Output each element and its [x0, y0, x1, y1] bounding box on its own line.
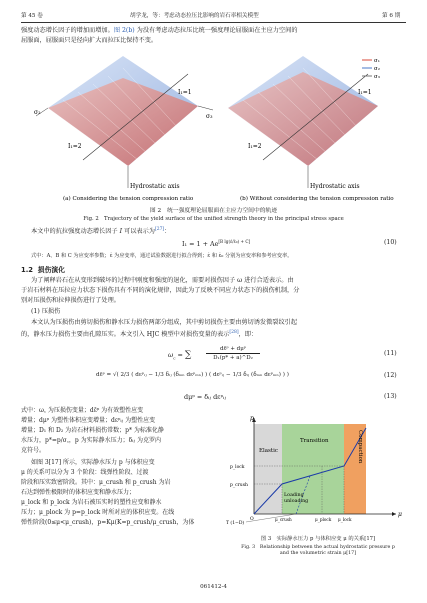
figure-2-caption-cn: 图 2 统一强度理论屈服面在主应力空间中的轨迹 [149, 208, 278, 214]
subheading-compression: (1) 压损伤 [31, 308, 61, 315]
figure-2-caption-en: Fig. 2 Trajectory of the yield surface of the unified strength theory in the principal stress space [83, 216, 344, 222]
svg-text:σ₁: σ₁ [374, 58, 380, 64]
y-axis-label: p [250, 415, 254, 422]
label-i1-1-b: I₁=1 [358, 89, 372, 96]
header-title: 胡学龙，等：考虑动态拉压比影响的岩石率相关模型 [130, 13, 259, 19]
label-i1-2-a: I₁=2 [68, 143, 82, 150]
para4-line-2: 的，静水压力损伤主要由孔隙压实。本文引入 HJC 模型中对损伤变量的表示[28]，即： [21, 330, 258, 339]
equation-10: I₁ = 1 + Ae[B lg(ε̇/ε̇₀) + C] [182, 239, 251, 249]
figure-2b-panel [228, 56, 380, 190]
header-volume: 第 45 卷 [21, 13, 43, 19]
axis-label-a: Hydrostatic axis [130, 183, 180, 190]
xtick-lock: μ_lock [338, 517, 352, 522]
tick-origin: O [250, 517, 254, 522]
label-sigma3-a: σ₃ [206, 113, 213, 120]
equation-13: dμᵖ = δᵢⱼ dεᵖᵢⱼ [184, 393, 227, 401]
equation-12-number: (12) [384, 372, 397, 379]
tick-pcrush: p_crush [230, 483, 248, 488]
xtick-plock: μ_plock [315, 517, 332, 522]
equation-11-number: (11) [384, 350, 397, 357]
figure-2a-panel [34, 56, 213, 190]
loading-label: Loading [284, 493, 304, 498]
tick-plock: p_lock [230, 465, 245, 470]
section-heading: 1.2 损伤演化 [21, 266, 65, 274]
figure-3-caption-en-1: Fig. 3 Relationship between the actual hydrostatic pressure p [241, 545, 395, 550]
para3-line-1: 为了阐释岩石在从变形到破坏的过程中刚度和强度的退化，需要对损伤因子 ω 进行合适表示。由 [31, 277, 294, 284]
yield-surface-red-b [228, 72, 378, 166]
subcaption-b: (b) Without considering the tension compression ratio [240, 196, 394, 202]
transition-label: Transition [300, 438, 329, 444]
label-i1-2-b: I₁=2 [248, 143, 262, 150]
figure-link[interactable]: 图 2(b) [113, 27, 135, 34]
tick-T: T (1−D) [226, 521, 245, 526]
figure-2 [28, 48, 400, 203]
para5: 式中：ω꜀ 为压损伤变量；dε̄ᵖ 为有效塑性应变 增量；dμᵖ 为塑性体积应变增量；dεᵖᵢⱼ 为塑性应变 增量；D₁ 和 D₂ 为岩石材料损伤常数；p* 为标准化静 水压力，p*=p/σ꜀，p 为实际静水压力；δᵢⱼ 为克罗内 克符号。 [21, 407, 164, 454]
unloading-label: unloading [284, 499, 309, 504]
para4-line-1: 本文认为压损伤由剪切损伤和静水压力损伤两部分组成，其中剪切损伤主要由剪切诱发微裂纹引起 [31, 319, 298, 326]
equation-10-number: (10) [384, 239, 397, 246]
intro-line-1: 强度动态增长因子的增加而增加。图 2(b) 为没有考虑动态拉压比统一强度理论屈服面在主应力空间的 [21, 27, 298, 34]
para6: 如图 3[17] 所示，实际静水压力 p 与体积应变 μ 的关系可以分为 3 个阶段：线弹性阶段、过渡 阶段和压实致密阶段。其中：μ_crush 和 p_crush 为岩 石达到弹性极限时的体积应变和静水压力； μ_lock 和 p_lock 为岩石被压实时的塑性应变和静水 压力；μ_plock 为 p=p_lock 时所对应的体积应变。在线 弹性阶段(0≤μ<μ_crush)，p=Kμ(K=p_crush/μ_crush，为体 [21, 459, 195, 526]
xtick-crush: μ_crush [275, 517, 292, 522]
axis-label-b: Hydrostatic axis [310, 183, 360, 190]
figure-3-caption-en-2: and the volumetric strain μ[17] [279, 551, 357, 556]
intro-line-2: 屈服面，屈服面只是径向扩大而拉压比保持不变。 [21, 37, 158, 44]
svg-text:σ₂: σ₂ [374, 66, 380, 72]
equation-13-number: (13) [384, 393, 397, 400]
para3-line-3: 别对压损伤和拉伸损伤进行了处理。 [21, 297, 120, 304]
para1-line: 本文中的抗拉强度动态增长因子 I 可以表示为[27]： [31, 227, 171, 236]
elastic-label: Elastic [259, 448, 278, 454]
svg-text:σ₃: σ₃ [374, 74, 380, 80]
figure-3-caption-cn: 图 3 实际静水压力 p 与体积应变 μ 的关系[17] [260, 536, 376, 542]
para2-line: 式中：A、B 和 C 为应变率参数；ε̇ 为应变率，通过试验数据进行拟合得到；ε̇ 和 ε̇₀ 分别为应变率和参考应变率。 [31, 253, 293, 259]
compaction-label: Compaction [357, 430, 363, 464]
equation-12: dε̄ᵖ = √( 2/3 ( dεᵖᵢⱼ − 1/3 δᵢⱼ (δₘₙ dεᵖₘₙ) ) ( dεᵖᵢⱼ − 1/3 δᵢⱼ (δₘₙ dεᵖₘₙ) ) ) [96, 372, 289, 378]
elastic-region [254, 424, 282, 514]
label-i1-1-a: I₁=1 [178, 89, 192, 96]
para3-line-2: 于岩石材料在压拉应力状态下损伤具有不同的演化规律，因此为了反映不同应力状态下的损伤机制，分 [21, 287, 300, 294]
label-sigma2-a: σ₂ [34, 109, 41, 116]
header-issue: 第 6 期 [382, 13, 401, 19]
page-footer: 061412-4 [200, 584, 227, 590]
header-rule [21, 22, 406, 23]
x-axis-label: μ [398, 511, 402, 518]
subcaption-a: (a) Considering the tension compression ratio [63, 196, 194, 202]
figure-3 [226, 412, 410, 532]
